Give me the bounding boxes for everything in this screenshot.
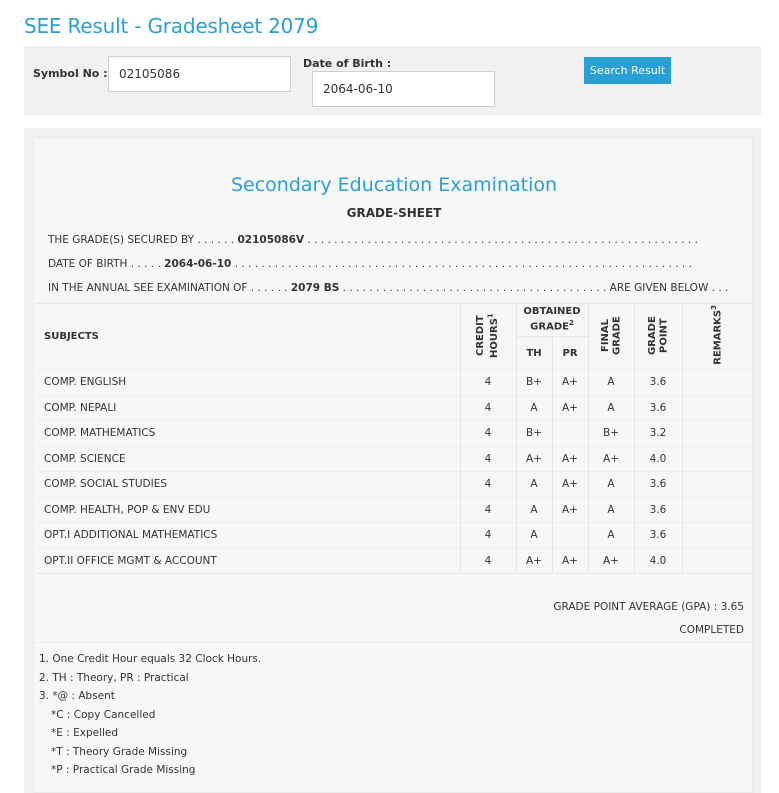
header-pr: PR — [552, 337, 588, 370]
divider — [34, 642, 752, 643]
footnote-item: *P : Practical Grade Missing — [51, 764, 196, 776]
dob-value: 2064-06-10 — [164, 258, 232, 270]
gradesheet — [33, 137, 753, 793]
result-status: COMPLETED — [679, 624, 744, 636]
search-result-button[interactable]: Search Result — [584, 57, 671, 84]
dob-input[interactable] — [312, 71, 495, 107]
gpa-value: 3.65 — [720, 601, 744, 613]
footnotes — [39, 650, 261, 780]
secured-by-line: THE GRADE(S) SECURED BY . . . . . . 02105086V . . . . . . . . . . . . . . . . . . . . . . . . . . . . . . . . . . . . . . . . . . . . . . . . . . . . . . . . . . . — [48, 234, 698, 246]
footnote-item: *E : Expelled — [51, 727, 119, 739]
symbol-label: Symbol No : — [33, 67, 108, 80]
result-panel — [24, 128, 761, 793]
footnote-item: 2. TH : Theory, PR : Practical — [39, 671, 189, 684]
footnote-item: 3. *@ : Absent — [39, 690, 115, 702]
table-row: COMP. ENGLISH 4 B+ A+ A 3.6 — [36, 370, 752, 396]
page-title: SEE Result - Gradesheet 2079 — [24, 14, 319, 38]
table-row: OPT.II OFFICE MGMT & ACCOUNT 4 A+ A+ A+ 4.0 — [36, 548, 752, 574]
gradesheet-title: GRADE-SHEET — [346, 206, 442, 220]
table-row: OPT.I ADDITIONAL MATHEMATICS 4 A A 3.6 — [36, 523, 752, 549]
header-credit-hours: CREDIT HOURS$^1$ — [460, 304, 516, 370]
table-row: COMP. MATHEMATICS 4 B+ B+ 3.2 — [36, 421, 752, 447]
table-row: COMP. SOCIAL STUDIES 4 A A+ A 3.6 — [36, 472, 752, 498]
header-final-grade: FINAL GRADE — [588, 304, 634, 370]
table-row: COMP. HEALTH, POP & ENV EDU 4 A A+ A 3.6 — [36, 497, 752, 523]
exam-year-value: 2079 BS — [290, 282, 340, 294]
footnote-item: 1. One Credit Hour equals 32 Clock Hours. — [39, 653, 262, 665]
table-row: COMP. SCIENCE 4 A+ A+ A+ 4.0 — [36, 446, 752, 472]
header-th: TH — [516, 337, 552, 370]
dob-label: Date of Birth : — [303, 57, 392, 70]
header-subjects: SUBJECTS — [36, 304, 460, 370]
symbol-input[interactable] — [108, 56, 291, 92]
header-grade-point: GRADE POINT — [634, 304, 682, 370]
exam-line: IN THE ANNUAL SEE EXAMINATION OF . . . . . . 2079 BS . . . . . . . . . . . . . . . . . . . . . . . . . . . . . . . . . . . . . . . . ARE GIVEN BELOW . . . — [48, 282, 729, 294]
gpa-label: GRADE POINT AVERAGE (GPA) : — [553, 601, 718, 613]
footnote-item: *T : Theory Grade Missing — [51, 745, 188, 758]
table-row: COMP. NEPALI 4 A A+ A 3.6 — [36, 395, 752, 421]
search-panel — [24, 46, 761, 116]
exam-title: Secondary Education Examination — [230, 174, 558, 196]
header-obtained-grade: OBTAINED GRADE$^2$ — [516, 304, 588, 337]
grades-table — [36, 303, 752, 574]
header-remarks: REMARKS$^3$ — [682, 304, 752, 370]
gpa-line — [553, 601, 744, 613]
secured-by-value: 02105086V — [237, 234, 305, 246]
footnote-item: *C : Copy Cancelled — [51, 708, 156, 721]
dob-line: DATE OF BIRTH . . . . . 2064-06-10 . . . . . . . . . . . . . . . . . . . . . . . . . . . . . . . . . . . . . . . . . . . . . . . . . . . . . . . . . . . . . . . . . . . . . — [48, 258, 692, 270]
